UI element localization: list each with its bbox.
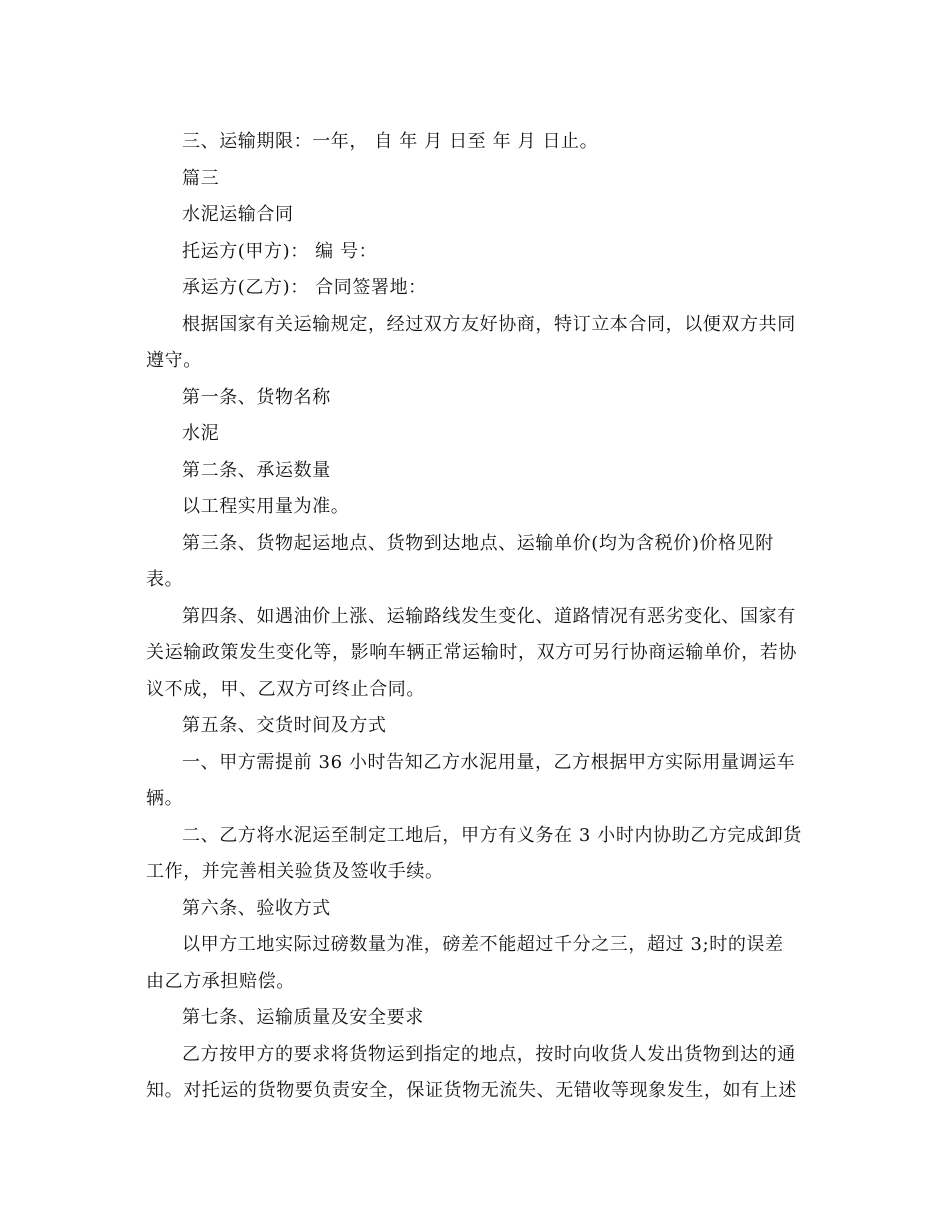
paragraph-article-1-body: 水泥	[182, 423, 220, 444]
paragraph-article-7-heading: 第七条、运输质量及安全要求	[182, 1007, 424, 1028]
paragraph-article-7-body: 乙方按甲方的要求将货物运到指定的地点，按时向收货人发出货物到达的通知。对托运的货物要负责安全，保证货物无流失、无错收等现象发生，如有上述	[146, 1043, 797, 1101]
paragraph-article-2-body: 以工程实用量为准。	[182, 496, 350, 517]
paragraph-article-1-heading: 第一条、货物名称	[182, 386, 331, 408]
paragraph-article-6-heading: 第六条、验收方式	[182, 897, 331, 919]
paragraph-carrier: 承运方(乙方)： 合同签署地：	[182, 277, 427, 298]
paragraph-consignor: 托运方(甲方)： 编 号：	[182, 240, 378, 262]
paragraph-article-2-heading: 第二条、承运数量	[182, 459, 331, 481]
paragraph-contract-title: 水泥运输合同	[182, 204, 294, 225]
paragraph-article-4: 第四条、如遇油价上涨、运输路线发生变化、道路情况有恶劣变化、国家有关运输政策发生变化等，影响车辆正常运输时，双方可另行协商运输单价，若协议不成，甲、乙双方可终止合同。	[146, 605, 797, 700]
paragraph-article-3: 第三条、货物起运地点、货物到达地点、运输单价(均为含税价)价格见附表。	[146, 532, 774, 590]
paragraph-part-three: 篇三	[182, 167, 220, 189]
paragraph-article-5-item-1: 一、甲方需提前 36 小时告知乙方水泥用量，乙方根据甲方实际用量调运车辆。	[146, 751, 796, 809]
paragraph-preamble: 根据国家有关运输规定，经过双方友好协商，特订立本合同，以便双方共同遵守。	[146, 313, 796, 371]
document-body	[146, 124, 802, 1110]
paragraph-article-5-item-2: 二、乙方将水泥运至制定工地后，甲方有义务在 3 小时内协助乙方完成卸货工作，并完善相关验货及签收手续。	[146, 824, 802, 882]
paragraph-article-5-heading: 第五条、交货时间及方式	[182, 715, 387, 736]
paragraph-transport-term: 三、运输期限：一年， 自 年 月 日至 年 月 日止。	[182, 131, 599, 152]
paragraph-article-6-body: 以甲方工地实际过磅数量为准，磅差不能超过千分之三，超过 3;时的误差由乙方承担赔偿。	[146, 934, 784, 992]
